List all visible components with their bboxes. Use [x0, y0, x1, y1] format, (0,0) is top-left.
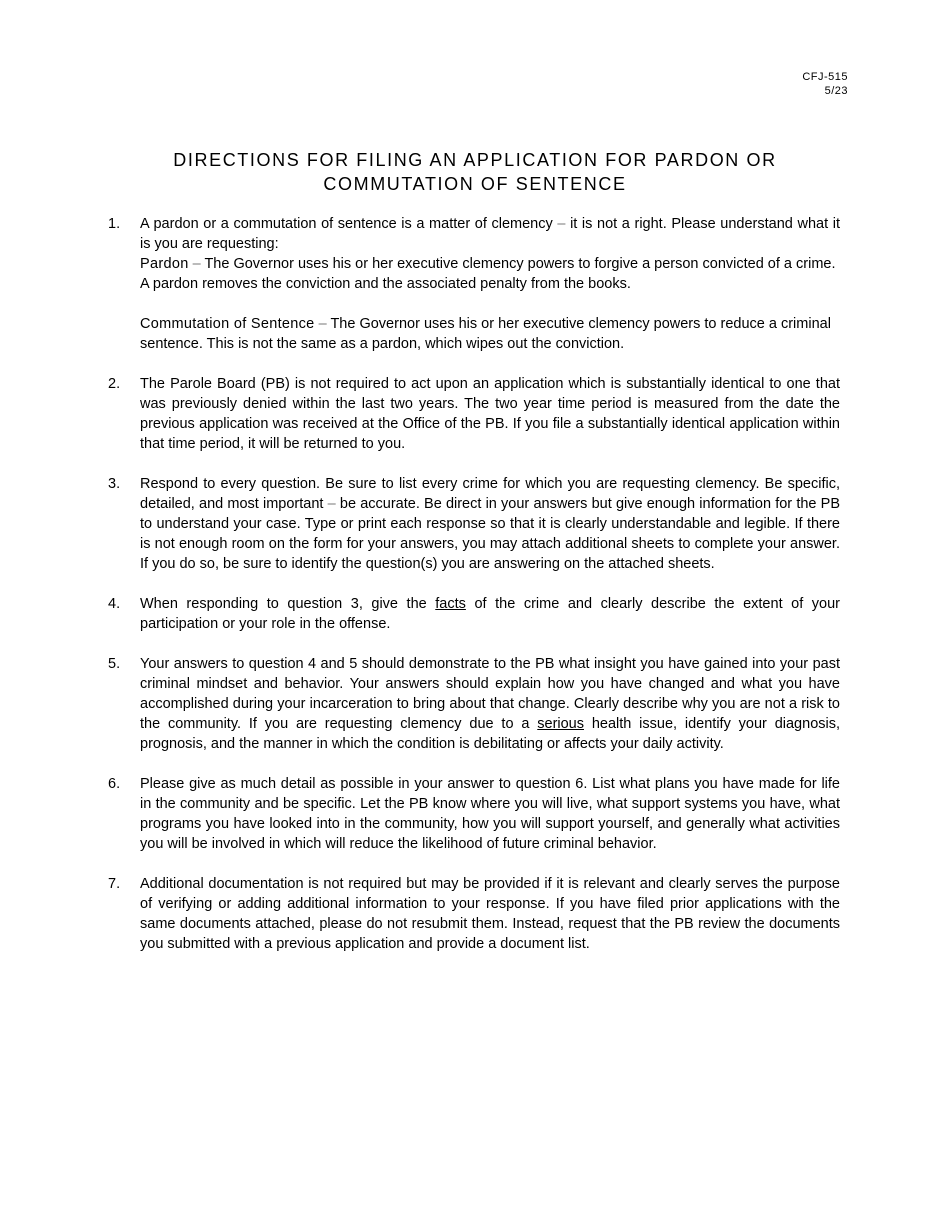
- title-line-2: COMMUTATION OF SENTENCE: [323, 174, 627, 194]
- item-text: Please give as much detail as possible in your answer to question 6. List what plans you have made for life in the community and be specific. Let the PB know where you will live, what support systems you have, what programs you have looked into in the community, how you will support yourself, and generally what activities you will be involved in which will reduce the likelihood of future criminal behavior.: [140, 776, 840, 852]
- dash: –: [318, 316, 327, 332]
- dash: –: [327, 496, 336, 512]
- underlined-word: serious: [537, 716, 584, 732]
- directions-list: [104, 214, 840, 974]
- item-text: [140, 654, 840, 754]
- item-text-part-a: A pardon or a commutation of sentence is a matter of clemency: [140, 216, 553, 232]
- definition-term: Commutation of Sentence: [140, 316, 315, 332]
- definition-commutation: [140, 314, 840, 354]
- direction-item-3: [104, 474, 840, 574]
- item-text-part-a: Your answers to question 4 and 5 should demonstrate to the PB what insight you have gained into your past criminal mindset and behavior. Your answers should explain how you have changed and what you have accomplished during your incarceration to bring about that change. Clearly describe why you are not a risk to the community. If you are requesting clemency due to a: [140, 656, 840, 732]
- direction-item-2: [104, 374, 840, 454]
- direction-item-7: [104, 874, 840, 954]
- page-title: [140, 148, 810, 196]
- item-text: The Parole Board (PB) is not required to act upon an application which is substantially identical to one that was previously denied within the last two years. The two year time period is measured from the date the previous application was received at the Office of the PB. If you file a substantially identical application within that time period, it will be returned to you.: [140, 376, 840, 452]
- item-text-part-b: health issue, identify your diagnosis, prognosis, and the manner in which the condition is debilitating or affects your daily activity.: [140, 716, 841, 752]
- dash: –: [557, 216, 566, 232]
- direction-item-4: [104, 594, 840, 634]
- item-text: [140, 214, 840, 354]
- definition-text: The Governor uses his or her executive clemency powers to reduce a criminal sentence. This is not the same as a pardon, which wipes out the conviction.: [140, 316, 831, 352]
- item-number: 7.: [108, 876, 121, 892]
- item-text: [140, 474, 840, 574]
- definition-text: The Governor uses his or her executive clemency powers to forgive a person convicted of a crime. A pardon removes the conviction and the associated penalty from the books.: [140, 256, 836, 292]
- item-number: 3.: [108, 476, 121, 492]
- item-text-part-a: When responding to question 3, give the: [140, 596, 427, 612]
- direction-item-5: [104, 654, 840, 754]
- underlined-word: facts: [435, 596, 466, 612]
- form-date: 5/23: [824, 85, 848, 97]
- dash: –: [192, 256, 201, 272]
- item-text: [140, 594, 840, 634]
- item-text-part-a: Respond to every question. Be sure to list every crime for which you are requesting clemency. Be specific, detailed, and most important: [140, 476, 840, 512]
- item-text-part-b: it is not a right. Please understand what it is you are requesting:: [140, 216, 840, 252]
- item-number: 6.: [108, 776, 121, 792]
- item-text-part-b: be accurate. Be direct in your answers but give enough information for the PB to understand your case. Type or print each response so that it is clearly understandable and legible. If there is not enough room on the form for your answers, you may attach additional sheets to complete your answer. If you do so, be sure to identify the question(s) you are answering on the attached sheets.: [140, 496, 840, 572]
- direction-item-1: [104, 214, 840, 354]
- item-number: 5.: [108, 656, 121, 672]
- form-code: CFJ-515: [802, 71, 848, 83]
- item-number: 1.: [108, 216, 121, 232]
- definition-pardon: [140, 254, 840, 294]
- item-text-part-b: of the crime and clearly describe the extent of your participation or your role in the offense.: [140, 596, 840, 632]
- item-text: Additional documentation is not required but may be provided if it is relevant and clearly serves the purpose of verifying or adding additional information to your response. If you have filed prior applications with the same documents attached, please do not resubmit them. Instead, request that the PB review the documents you submitted with a previous application and provide a document list.: [140, 876, 840, 952]
- form-code-block: [802, 70, 848, 98]
- item-number: 2.: [108, 376, 121, 392]
- direction-item-6: [104, 774, 840, 854]
- title-line-1: DIRECTIONS FOR FILING AN APPLICATION FOR PARDON OR: [173, 150, 777, 170]
- definition-term: Pardon: [140, 256, 189, 272]
- item-number: 4.: [108, 596, 121, 612]
